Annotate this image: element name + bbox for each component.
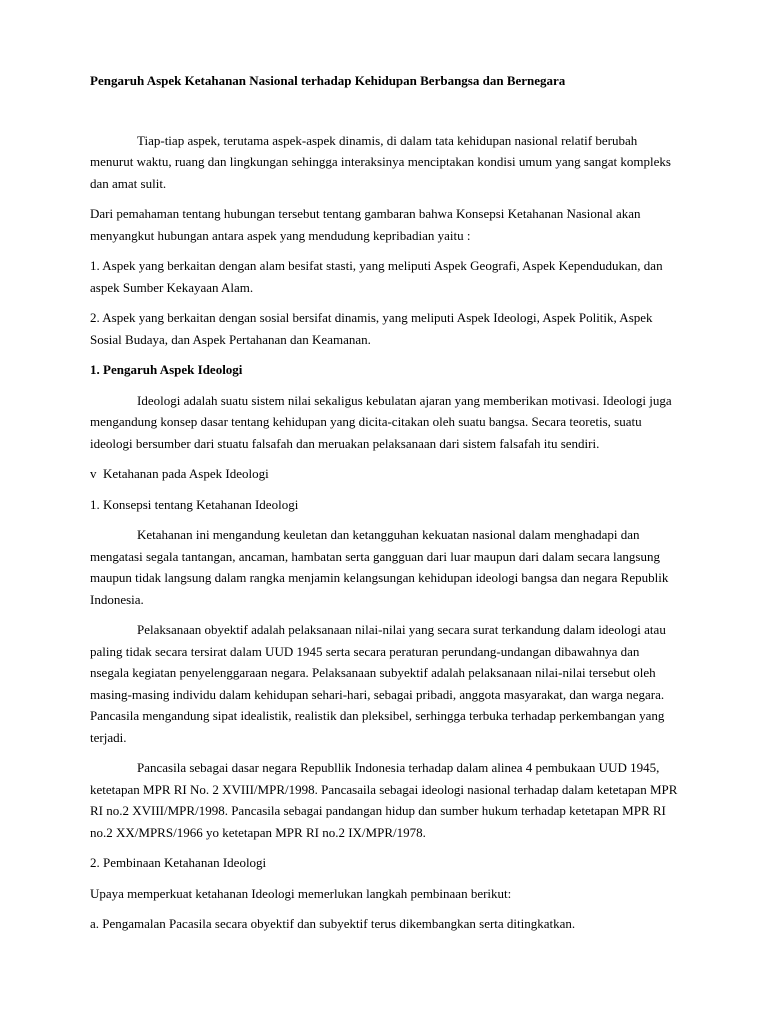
list-item-aspek-alam: 1. Aspek yang berkaitan dengan alam besifat stasti, yang meliputi Aspek Geografi, Aspek Kependudukan, dan aspek Sumber Kekayaan Alam.	[90, 258, 663, 295]
paragraph-upaya: Upaya memperkuat ketahanan Ideologi memerlukan langkah pembinaan berikut:	[90, 885, 512, 901]
section-heading-ideologi: 1. Pengaruh Aspek Ideologi	[90, 362, 243, 377]
paragraph-konsepsi: Dari pemahaman tentang hubungan tersebut tentang gambaran bahwa Konsepsi Ketahanan Nasional akan menyangkut hubungan antara aspek yang mendudung kepribadian yaitu :	[90, 206, 641, 243]
paragraph-intro: Tiap-tiap aspek, terutama aspek-aspek dinamis, di dalam tata kehidupan nasional relatif berubah menurut waktu, ruang dan lingkungan sehingga interaksinya menciptakan kondisi umum yang sangat kompleks dan amat sulit.	[90, 132, 671, 191]
bullet-ketahanan-ideologi: v Ketahanan pada Aspek Ideologi	[90, 466, 269, 481]
list-item-aspek-sosial: 2. Aspek yang berkaitan dengan sosial bersifat dinamis, yang meliputi Aspek Ideologi, Aspek Politik, Aspek Sosial Budaya, dan Aspek Pertahanan dan Keamanan.	[90, 310, 653, 347]
subheading-pembinaan: 2. Pembinaan Ketahanan Ideologi	[90, 855, 267, 870]
paragraph-ideologi: Ideologi adalah suatu sistem nilai sekaligus kebulatan ajaran yang memberikan motivasi. Ideologi juga mengandung konsep dasar tentang kehidupan yang dicita-citakan oleh suatu bangsa. Secara teoretis, suatu ideologi bersumber dari stuatu falsafah dan meruakan pelaksanaan dari sistem falsafah itu sendiri.	[90, 392, 672, 451]
document-body	[90, 70, 680, 944]
subheading-konsepsi-ketahanan: 1. Konsepsi tentang Ketahanan Ideologi	[90, 496, 299, 512]
paragraph-ketahanan: Ketahanan ini mengandung keuletan dan ketangguhan kekuatan nasional dalam menghadapi dan mengatasi segala tantangan, ancaman, hambatan serta gangguan dari luar maupun dari dalam secara langsung maupun tidak langsung dalam rangka menjamin kelangsungan kehidupan ideologi bangsa dan negara Republik Indonesia.	[90, 527, 669, 607]
list-item-pengamalan: a. Pengamalan Pacasila secara obyektif dan subyektif terus dikembangkan serta ditingkatkan.	[90, 916, 576, 931]
paragraph-pelaksanaan: Pelaksanaan obyektif adalah pelaksanaan nilai-nilai yang secara surat terkandung dalam ideologi atau paling tidak secara tersirat dalam UUD 1945 serta secara peraturan perundang-undangan dibawahnya dan nsegala kegiatan penyelenggaraan negara. Pelaksanaan subyektif adalah pelaksanaan nilai-nilai tersebut oleh masing-masing individu dalam kehidupan sehari-hari, sebagai pribadi, anggota masyarakat, dan warga negara. Pancasila mengandung sipat idealistik, realistik dan pleksibel, serhingga terbuka terhadap perkembangan yang terjadi.	[90, 622, 666, 745]
paragraph-pancasila: Pancasila sebagai dasar negara Republlik Indonesia terhadap dalam alinea 4 pembukaan UUD 1945, ketetapan MPR RI No. 2 XVIII/MPR/1998. Pancasaila sebagai ideologi nasional terhadap dalam ketetapan MPR RI no.2 XVIII/MPR/1998. Pancasila sebagai pandangan hidup dan sumber hukum terhadap ketetapan MPR RI no.2 XX/MPRS/1966 yo ketetapan MPR RI no.2 IX/MPR/1978.	[90, 760, 678, 840]
document-title: Pengaruh Aspek Ketahanan Nasional terhadap Kehidupan Berbangsa dan Bernegara	[90, 73, 566, 88]
